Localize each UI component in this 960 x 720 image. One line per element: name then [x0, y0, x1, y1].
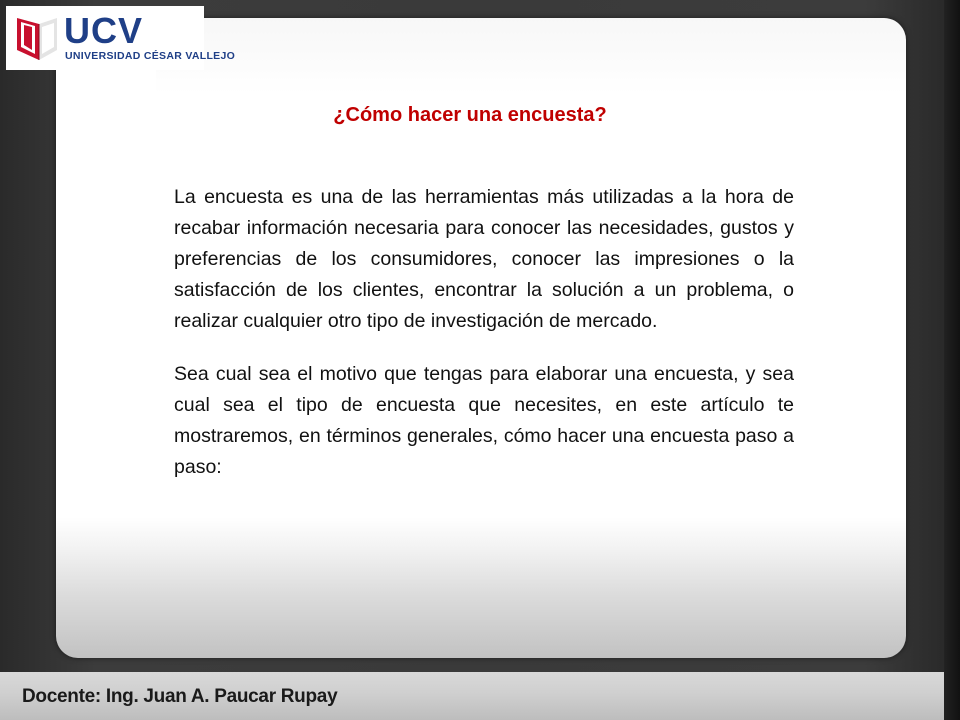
ucv-shield-icon [15, 14, 59, 62]
logo-university-name: UNIVERSIDAD CÉSAR VALLEJO [65, 50, 236, 62]
right-edge-shadow [944, 0, 960, 720]
university-logo [6, 6, 236, 70]
logo-background-extension [56, 66, 156, 102]
logo-acronym: UCV [64, 10, 144, 51]
slide-body [174, 182, 794, 505]
paragraph-1: La encuesta es una de las herramientas más utilizadas a la hora de recabar información necesaria para conocer las necesidades, gustos y preferencias de los consumidores, conocer las impresiones o la satisfacción de los clientes, encontrar la solución a un problema, o realizar cualquier otro tipo de investigación de mercado. [174, 186, 794, 332]
paragraph-2: Sea cual sea el motivo que tengas para elaborar una encuesta, y sea cual sea el tipo de encuesta que necesites, en este artículo te mostraremos, en términos generales, cómo hacer una encuesta paso a paso: [174, 363, 794, 478]
slide-title: ¿Cómo hacer una encuesta? [333, 104, 607, 126]
teacher-credit: Docente: Ing. Juan A. Paucar Rupay [22, 686, 338, 707]
